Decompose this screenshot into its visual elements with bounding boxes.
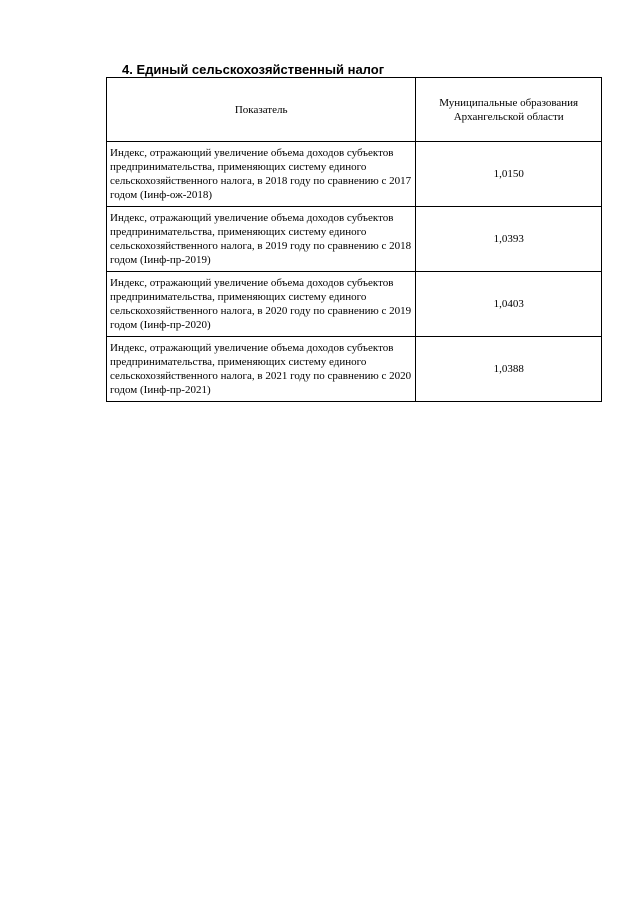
row-value: 1,0393 xyxy=(416,207,602,272)
row-label: Индекс, отражающий увеличение объема доходов субъектов предпринимательства, применяющих систему единого сельскохозяйственного налога, в 2020 году по сравнению с 2019 годом (Iинф-пр-2020) xyxy=(107,272,416,337)
header-indicator: Показатель xyxy=(107,78,416,142)
table-header-row xyxy=(107,78,602,142)
header-municipal: Муниципальные образования Архангельской области xyxy=(416,78,602,142)
table-row xyxy=(107,272,602,337)
row-value: 1,0150 xyxy=(416,142,602,207)
row-value: 1,0388 xyxy=(416,337,602,402)
section-title: 4. Единый сельскохозяйственный налог xyxy=(122,62,385,77)
table-row xyxy=(107,337,602,402)
row-label: Индекс, отражающий увеличение объема доходов субъектов предпринимательства, применяющих систему единого сельскохозяйственного налога, в 2019 году по сравнению с 2018 годом (Iинф-пр-2019) xyxy=(107,207,416,272)
indicator-table xyxy=(106,77,602,402)
row-value: 1,0403 xyxy=(416,272,602,337)
table-row xyxy=(107,207,602,272)
table-row xyxy=(107,142,602,207)
row-label: Индекс, отражающий увеличение объема доходов субъектов предпринимательства, применяющих систему единого сельскохозяйственного налога, в 2021 году по сравнению с 2020 годом (Iинф-пр-2021) xyxy=(107,337,416,402)
row-label: Индекс, отражающий увеличение объема доходов субъектов предпринимательства, применяющих систему единого сельскохозяйственного налога, в 2018 году по сравнению с 2017 годом (Iинф-ож-2018) xyxy=(107,142,416,207)
